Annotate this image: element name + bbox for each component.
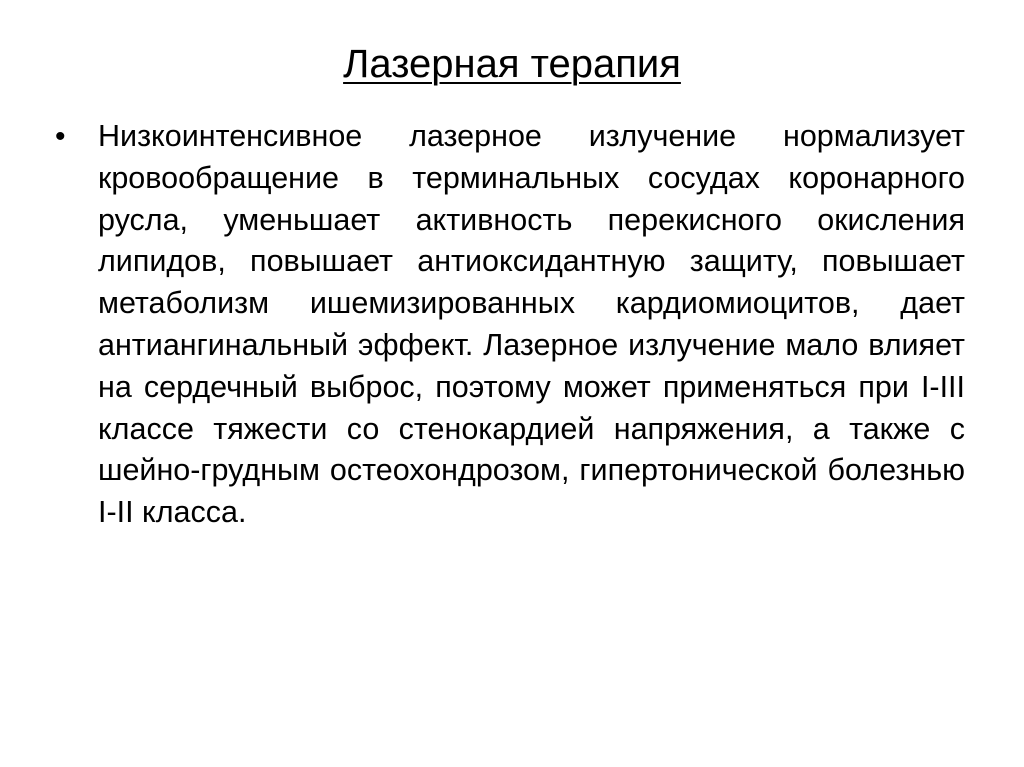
- bullet-list: [55, 116, 965, 534]
- bullet-text: Низкоинтенсивное лазерное излучение нормализует кровообращение в терминальных сосудах коронарного русла, уменьшает активность перекисного окисления липидов, повышает антиоксидантную защиту, повышает метаболизм ишемизированных кардиомиоцитов, дает антиангинальный эффект. Лазерное излучение мало влияет на сердечный выброс, поэтому может применяться при I-III классе тяжести со стенокардией напряжения, а также с шейно-грудным остеохондрозом, гипертонической болезнью I-II класса.: [98, 119, 965, 530]
- bullet-item: [55, 116, 965, 534]
- slide-title: Лазерная терапия: [343, 42, 681, 86]
- bullet-marker: •: [55, 120, 66, 153]
